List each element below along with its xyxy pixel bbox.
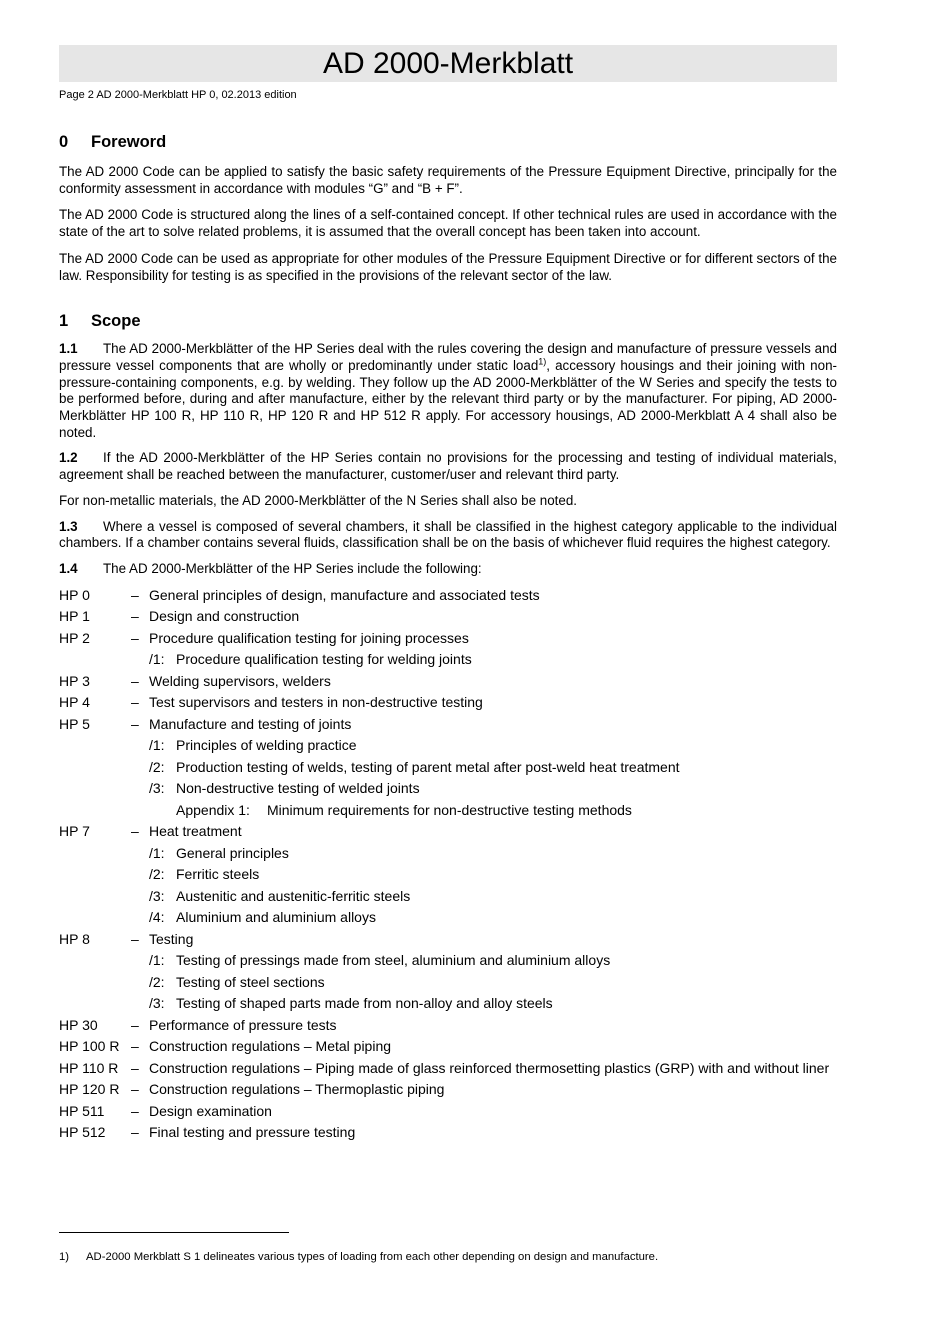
list-item: [59, 587, 837, 604]
part-number: /3:: [149, 995, 165, 1012]
hp-series-list: [59, 587, 837, 1142]
foreword-paragraph: The AD 2000 Code is structured along the lines of a self-contained concept. If other technical rules are used in accordance with the state of the art to solve related problems, it is assumed that the overall concept has been taken into account.: [59, 207, 837, 240]
merkblatt-code: HP 511: [59, 1102, 105, 1119]
list-appendix: [176, 802, 837, 819]
merkblatt-code: HP 4: [59, 694, 90, 711]
list-item: [59, 1017, 837, 1034]
merkblatt-title: Testing: [149, 930, 194, 947]
list-subitem: [149, 866, 837, 883]
list-item: [59, 694, 837, 711]
merkblatt-code: HP 1: [59, 608, 90, 625]
list-item: [59, 823, 837, 840]
footnote-text: AD-2000 Merkblatt S 1 delineates various types of loading from each other depending on design and manufacture.: [86, 1251, 659, 1263]
merkblatt-code: HP 0: [59, 586, 90, 603]
merkblatt-title: Procedure qualification testing for joining processes: [149, 629, 469, 646]
part-number: /4:: [149, 909, 165, 926]
clause-1-2-note: For non-metallic materials, the AD 2000-Merkblätter of the N Series shall also be noted.: [59, 492, 578, 508]
clause-1-3: 1.3 Where a vessel is composed of several chambers, it shall be classified in the highest category applicable to the individual chambers. If a chamber contains several fluids, classification shall be on the basis of whichever fluid requires the highest category.: [59, 518, 837, 551]
list-subitem: [149, 974, 837, 991]
list-subitem: [149, 651, 837, 668]
list-dash: –: [131, 1059, 139, 1076]
list-item: [59, 608, 837, 625]
merkblatt-code: HP 100 R: [59, 1038, 120, 1055]
footnote-ref: 1): [538, 356, 547, 367]
part-title: Production testing of welds, testing of parent metal after post-weld heat treatment: [176, 758, 680, 775]
merkblatt-title: Welding supervisors, welders: [149, 672, 331, 689]
merkblatt-title: Construction regulations – Metal piping: [149, 1038, 392, 1055]
document-body: [59, 131, 837, 1141]
clause-1-2: 1.2 If the AD 2000-Merkblätter of the HP Series contain no provisions for the processing and testing of individual materials, agreement shall be reached between the manufacturer, customer/user and relevant third party.: [59, 450, 837, 483]
document-title: AD 2000-Merkblatt: [59, 45, 837, 82]
clause-1-1: 1.1 The AD 2000-Merkblätter of the HP Series deal with the rules covering the design and manufacture of pressure vessels and pressure vessel components that are wholly or predominantly under static load$^{1)}$, accessory housings and their joining with non-pressure-containing components, e.g. by welding. They follow up the AD 2000-Merkblätter of the W Series and specify the tests to be performed before, during and after manufacture, either by the relevant third party or by the manufacturer. For piping, AD 2000-Merkblätter HP 100 R, HP 110 R, HP 120 R and HP 512 R apply. For accessory housings, AD 2000-Merkblatt A 4 shall also be noted.: [59, 341, 837, 440]
merkblatt-code: HP 120 R: [59, 1081, 120, 1098]
list-dash: –: [131, 1081, 139, 1098]
list-dash: –: [131, 586, 139, 603]
clause-number: 1.4: [59, 560, 78, 576]
clause-number: 1.2: [59, 450, 78, 466]
footnote-divider: [59, 1232, 289, 1233]
merkblatt-title: Heat treatment: [149, 823, 242, 840]
part-title: Austenitic and austenitic-ferritic steels: [176, 887, 411, 904]
merkblatt-code: HP 2: [59, 629, 90, 646]
merkblatt-title: Construction regulations – Piping made of glass reinforced thermosetting plastics (GRP) with and without liner: [149, 1059, 830, 1076]
list-dash: –: [131, 1124, 139, 1141]
list-subitem: [149, 995, 837, 1012]
section-heading-foreword: 0 Foreword: [59, 133, 167, 151]
part-number: /2:: [149, 973, 165, 990]
list-dash: –: [131, 672, 139, 689]
list-item: [59, 716, 837, 733]
part-number: /1:: [149, 651, 165, 668]
list-dash: –: [131, 629, 139, 646]
part-number: /2:: [149, 758, 165, 775]
list-item: [59, 673, 837, 690]
foreword-paragraph: The AD 2000 Code can be used as appropriate for other modules of the Pressure Equipment Directive or for different sectors of the law. Responsibility for testing is as specified in the provisions of the relevant sector of the law.: [59, 250, 837, 283]
merkblatt-code: HP 3: [59, 672, 90, 689]
list-item: [59, 1124, 837, 1141]
appendix-title: Minimum requirements for non-destructive testing methods: [267, 801, 632, 818]
part-title: Procedure qualification testing for welding joints: [176, 651, 472, 668]
part-title: Aluminium and aluminium alloys: [176, 909, 376, 926]
part-number: /3:: [149, 887, 165, 904]
part-number: /2:: [149, 866, 165, 883]
list-subitem: [149, 759, 837, 776]
merkblatt-title: Design and construction: [149, 608, 300, 625]
part-title: Testing of steel sections: [176, 973, 325, 990]
part-number: /1:: [149, 737, 165, 754]
list-item: [59, 630, 837, 647]
appendix-label: Appendix 1:: [176, 801, 250, 818]
part-title: Principles of welding practice: [176, 737, 357, 754]
list-item: [59, 1060, 837, 1077]
merkblatt-title: Final testing and pressure testing: [149, 1124, 356, 1141]
list-item: [59, 931, 837, 948]
list-dash: –: [131, 1102, 139, 1119]
merkblatt-code: HP 5: [59, 715, 90, 732]
part-title: Ferritic steels: [176, 866, 260, 883]
list-dash: –: [131, 694, 139, 711]
list-dash: –: [131, 1016, 139, 1033]
list-subitem: [149, 780, 837, 797]
merkblatt-code: HP 30: [59, 1016, 98, 1033]
merkblatt-code: HP 8: [59, 930, 90, 947]
list-subitem: [149, 845, 837, 862]
footnote-number: 1): [59, 1251, 70, 1263]
list-dash: –: [131, 823, 139, 840]
part-title: General principles: [176, 844, 289, 861]
list-subitem: [149, 888, 837, 905]
merkblatt-title: Performance of pressure tests: [149, 1016, 337, 1033]
part-title: Testing of pressings made from steel, aluminium and aluminium alloys: [176, 952, 611, 969]
merkblatt-title: General principles of design, manufacture and associated tests: [149, 586, 540, 603]
merkblatt-code: HP 7: [59, 823, 90, 840]
merkblatt-title: Test supervisors and testers in non-destructive testing: [149, 694, 483, 711]
part-title: Testing of shaped parts made from non-alloy and alloy steels: [176, 995, 553, 1012]
part-title: Non-destructive testing of welded joints: [176, 780, 420, 797]
list-dash: –: [131, 608, 139, 625]
list-subitem: [149, 952, 837, 969]
page-reference: Page 2 AD 2000-Merkblatt HP 0, 02.2013 edition: [59, 89, 297, 101]
foreword-paragraph: The AD 2000 Code can be applied to satisfy the basic safety requirements of the Pressure Equipment Directive, principally for the conformity assessment in accordance with modules “G” and “B + F”.: [59, 164, 837, 196]
list-item: [59, 1103, 837, 1120]
merkblatt-title: Manufacture and testing of joints: [149, 715, 352, 732]
section-heading-scope: 1 Scope: [59, 312, 141, 331]
part-number: /1:: [149, 844, 165, 861]
list-subitem: [149, 737, 837, 754]
list-dash: –: [131, 1038, 139, 1055]
part-number: /3:: [149, 780, 165, 797]
clause-number: 1.3: [59, 518, 78, 534]
clause-number: 1.1: [59, 341, 78, 357]
clause-1-4: 1.4 The AD 2000-Merkblätter of the HP Series include the following:: [59, 560, 482, 576]
part-number: /1:: [149, 952, 165, 969]
merkblatt-code: HP 512: [59, 1124, 106, 1141]
list-dash: –: [131, 715, 139, 732]
merkblatt-title: Design examination: [149, 1102, 272, 1119]
merkblatt-code: HP 110 R: [59, 1059, 119, 1076]
list-item: [59, 1038, 837, 1055]
list-subitem: [149, 909, 837, 926]
list-item: [59, 1081, 837, 1098]
list-dash: –: [131, 930, 139, 947]
footnote: [59, 1251, 658, 1263]
merkblatt-title: Construction regulations – Thermoplastic piping: [149, 1081, 445, 1098]
